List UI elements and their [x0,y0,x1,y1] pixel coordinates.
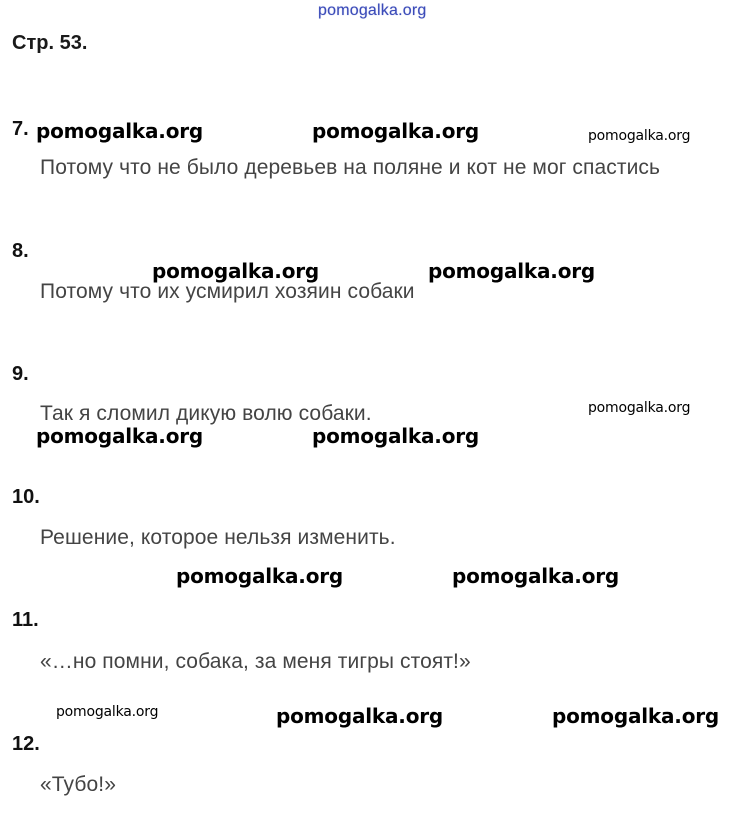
watermark: pomogalka.org [36,424,204,448]
question-number-12: 12. [12,733,40,755]
watermark: pomogalka.org [312,424,480,448]
watermark: pomogalka.org [588,400,691,416]
question-number-9: 9. [12,363,29,385]
question-number-7: 7. [12,118,29,140]
watermark: pomogalka.org [588,128,691,144]
watermark: pomogalka.org [276,704,444,728]
watermark: pomogalka.org [552,704,720,728]
answer-7: Потому что не было деревьев на поляне и кот не мог спастись [40,156,661,179]
watermark: pomogalka.org [312,119,480,143]
site-header-link[interactable]: pomogalka.org [318,2,427,19]
watermark: pomogalka.org [452,564,620,588]
watermark: pomogalka.org [36,119,204,143]
watermark: pomogalka.org [56,704,159,720]
question-number-11: 11. [12,609,39,631]
question-number-10: 10. [12,486,40,508]
watermark: pomogalka.org [152,259,320,283]
answer-9: Так я сломил дикую волю собаки. [40,402,372,425]
watermark: pomogalka.org [428,259,596,283]
page-title: Стр. 53. [12,32,88,54]
answer-11: «…но помни, собака, за меня тигры стоят!» [40,650,471,673]
answer-10: Решение, которое нельзя изменить. [40,526,396,549]
answer-8: Потому что их усмирил хозяин собаки [40,280,415,303]
answer-12: «Тубо!» [40,773,116,796]
watermark: pomogalka.org [176,564,344,588]
question-number-8: 8. [12,240,29,262]
